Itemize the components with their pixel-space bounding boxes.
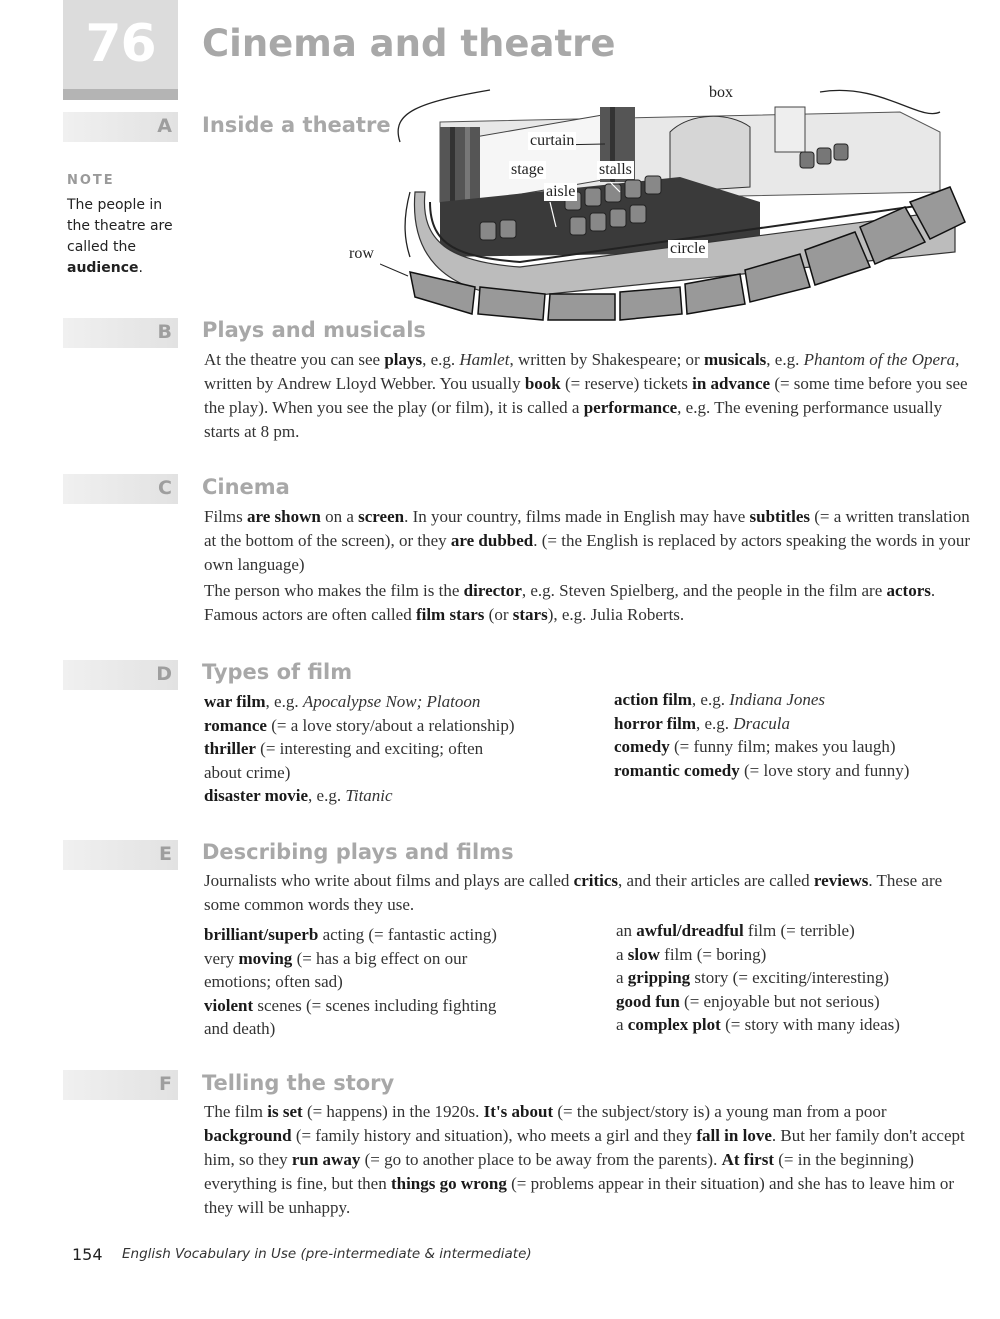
text-run: on a bbox=[320, 507, 359, 526]
film-types-right bbox=[614, 688, 909, 782]
example-title: Indiana Jones bbox=[729, 690, 826, 709]
list-item bbox=[616, 919, 900, 943]
text-run: The film bbox=[204, 1102, 268, 1121]
label-stalls: stalls bbox=[599, 161, 632, 178]
describing-words-left bbox=[204, 923, 497, 1041]
section-tab-c bbox=[63, 474, 178, 504]
text-run: (= some time before you see the play). When you see the play (or film), it is called a bbox=[204, 374, 968, 417]
row-leader bbox=[380, 264, 408, 276]
text-run: , e.g. bbox=[766, 350, 804, 369]
label-stage: stage bbox=[511, 161, 544, 178]
text-run: a bbox=[616, 944, 628, 964]
key-term: are shown bbox=[247, 507, 321, 526]
section-tab-b bbox=[63, 318, 178, 348]
text-run: (= go to another place to be away from the parents). bbox=[360, 1150, 722, 1169]
text-run: Films bbox=[204, 507, 247, 526]
definition: (= story with many ideas) bbox=[720, 1015, 900, 1034]
definition: about crime) bbox=[204, 762, 291, 782]
text-run: (= reserve) tickets bbox=[560, 374, 693, 393]
note-text bbox=[67, 195, 187, 279]
key-term: critics bbox=[573, 871, 619, 890]
key-term: run away bbox=[291, 1150, 361, 1169]
definition: story (= exciting/interesting) bbox=[690, 968, 890, 987]
text-run: (= the subject/story is) a young man from a poor bbox=[553, 1102, 887, 1121]
section-title-a: Inside a theatre bbox=[202, 113, 391, 137]
key-term: disaster movie bbox=[204, 786, 309, 805]
key-term: It's about bbox=[483, 1102, 554, 1121]
key-term: musicals bbox=[703, 350, 767, 369]
section-letter: E bbox=[159, 843, 172, 865]
list-item bbox=[616, 966, 900, 990]
definition: (= interesting and exciting; often bbox=[255, 739, 484, 758]
label-curtain: curtain bbox=[530, 132, 575, 149]
text-run: (= happens) in the 1920s. bbox=[302, 1102, 484, 1121]
definition: (= has a big effect on our bbox=[292, 948, 468, 968]
definition: (= funny film; makes you laugh) bbox=[669, 737, 896, 756]
note-text-part: . bbox=[138, 260, 143, 276]
section-tab-a bbox=[63, 112, 178, 142]
key-term: director bbox=[463, 581, 522, 600]
section-c-paragraph-1 bbox=[204, 505, 974, 577]
key-term: romantic comedy bbox=[614, 760, 740, 780]
definition: film (= boring) bbox=[659, 944, 767, 964]
list-item bbox=[614, 712, 909, 736]
section-letter: C bbox=[158, 477, 172, 499]
key-term: background bbox=[204, 1126, 292, 1145]
list-item bbox=[204, 1017, 497, 1041]
key-term: slow bbox=[627, 944, 660, 964]
example-title: Apocalypse Now; Platoon bbox=[302, 692, 481, 711]
definition: (= love story and funny) bbox=[739, 760, 910, 780]
note-bold-term: audience bbox=[67, 260, 139, 276]
key-term: gripping bbox=[627, 968, 691, 987]
example-title: Titanic bbox=[345, 786, 393, 805]
section-title-f: Telling the story bbox=[202, 1071, 395, 1095]
definition: (= a love story/about a relationship) bbox=[266, 715, 515, 735]
section-f-paragraph bbox=[204, 1100, 974, 1220]
page-number: 154 bbox=[72, 1245, 103, 1264]
key-term: subtitles bbox=[749, 507, 810, 526]
frame-curve-right bbox=[820, 90, 940, 113]
list-item bbox=[204, 784, 514, 808]
key-term: awful/dreadful bbox=[636, 921, 744, 940]
key-term: thriller bbox=[204, 739, 256, 758]
example-title: Hamlet bbox=[459, 350, 510, 369]
text-run: , written by Shakespeare; or bbox=[509, 350, 704, 369]
definition: , e.g. bbox=[308, 786, 346, 805]
section-title-b: Plays and musicals bbox=[202, 318, 426, 342]
text-run: (= problems appear in their situation) and she has to leave him or they will be unhappy. bbox=[204, 1174, 955, 1217]
text-run: and death) bbox=[204, 1019, 276, 1038]
text-run: At the theatre you can see bbox=[204, 350, 385, 369]
key-term: book bbox=[524, 374, 561, 393]
section-b-paragraph bbox=[204, 348, 974, 444]
text-run: . But her family don't accept him, so they bbox=[204, 1126, 965, 1169]
section-letter: D bbox=[156, 663, 172, 685]
theatre-drawing bbox=[380, 82, 980, 322]
film-types-left bbox=[204, 690, 514, 808]
key-term: are dubbed bbox=[450, 531, 534, 550]
key-term: comedy bbox=[614, 737, 670, 756]
example-title: Phantom of the Opera bbox=[803, 350, 956, 369]
key-term: fall in love bbox=[696, 1126, 772, 1145]
section-letter: B bbox=[157, 321, 172, 343]
key-term: stars bbox=[512, 605, 548, 624]
text-run: , written by Andrew Lloyd Webber. You usually bbox=[204, 350, 960, 393]
key-term: brilliant/superb bbox=[204, 925, 319, 944]
definition: , e.g. bbox=[696, 713, 734, 733]
list-item bbox=[614, 688, 909, 712]
section-title-c: Cinema bbox=[202, 475, 290, 499]
definition: , e.g. bbox=[265, 692, 303, 711]
list-item bbox=[204, 737, 514, 761]
note-label: NOTE bbox=[67, 173, 115, 188]
note-text-part: The people in the theatre are called the bbox=[67, 197, 173, 255]
list-item bbox=[616, 1013, 900, 1037]
key-term: complex plot bbox=[627, 1015, 721, 1034]
page-title: Cinema and theatre bbox=[202, 22, 616, 65]
label-aisle: aisle bbox=[546, 183, 576, 200]
key-term: horror film bbox=[614, 713, 696, 733]
text-run: Journalists who write about films and plays are called bbox=[204, 871, 574, 890]
definition: scenes (= scenes including fighting bbox=[253, 995, 497, 1015]
section-tab-f bbox=[63, 1070, 178, 1100]
text-run: , e.g. The evening performance usually starts at 8 pm. bbox=[204, 398, 943, 441]
list-item bbox=[616, 990, 900, 1014]
list-item bbox=[614, 759, 909, 783]
key-term: moving bbox=[238, 948, 293, 968]
key-term: performance bbox=[583, 398, 678, 417]
key-term: in advance bbox=[692, 374, 771, 393]
definition: acting (= fantastic acting) bbox=[318, 925, 497, 944]
key-term: war film bbox=[204, 692, 266, 711]
key-term: actors bbox=[886, 581, 931, 600]
text-run: . Famous actors are often called bbox=[204, 581, 936, 624]
list-item bbox=[204, 970, 497, 994]
key-term: film stars bbox=[415, 605, 485, 624]
list-item bbox=[204, 994, 497, 1018]
key-term: things go wrong bbox=[390, 1174, 507, 1193]
describing-words-right bbox=[616, 919, 900, 1037]
label-row: row bbox=[349, 245, 374, 262]
key-term: At first bbox=[721, 1150, 774, 1169]
section-letter: A bbox=[157, 115, 172, 137]
text-run: , e.g. bbox=[422, 350, 460, 369]
text-run: , and their articles are called bbox=[618, 871, 814, 890]
text-run: . In your country, films made in English may have bbox=[404, 507, 750, 526]
text-run: an bbox=[616, 921, 637, 940]
text-run: very bbox=[204, 948, 239, 968]
text-run: . (= the English is replaced by actors speaking the words in your own language) bbox=[204, 531, 971, 574]
text-run: The person who makes the film is the bbox=[204, 581, 464, 600]
label-box: box bbox=[709, 84, 733, 101]
unit-number-block bbox=[63, 0, 178, 100]
key-term: reviews bbox=[813, 871, 869, 890]
definition: , e.g. bbox=[691, 690, 730, 709]
label-circle: circle bbox=[670, 240, 706, 257]
section-title-d: Types of film bbox=[202, 660, 353, 684]
box-door bbox=[775, 107, 805, 152]
section-tab-d bbox=[63, 660, 178, 690]
section-letter: F bbox=[159, 1073, 172, 1095]
text-run: ), e.g. Julia Roberts. bbox=[547, 605, 685, 624]
list-item bbox=[616, 943, 900, 967]
unit-block-bar bbox=[63, 89, 178, 100]
unit-number: 76 bbox=[85, 14, 156, 74]
list-item bbox=[204, 761, 514, 785]
section-c-paragraph-2 bbox=[204, 579, 974, 627]
example-title: Dracula bbox=[733, 713, 790, 733]
list-item bbox=[204, 947, 497, 971]
book-title: English Vocabulary in Use (pre-intermediate & intermediate) bbox=[122, 1246, 532, 1262]
key-term: action film bbox=[614, 690, 692, 709]
list-item bbox=[204, 714, 514, 738]
section-title-e: Describing plays and films bbox=[202, 840, 514, 864]
key-term: good fun bbox=[616, 991, 680, 1011]
text-run: (= a written translation at the bottom of the screen), or they bbox=[204, 507, 970, 550]
key-term: is set bbox=[267, 1102, 303, 1121]
section-e-intro bbox=[204, 869, 974, 917]
theatre-illustration bbox=[380, 82, 980, 322]
list-item bbox=[204, 690, 514, 714]
text-run: (= family history and situation), who meets a girl and they bbox=[291, 1126, 697, 1145]
section-tab-e bbox=[63, 840, 178, 870]
key-term: romance bbox=[204, 715, 267, 735]
key-term: plays bbox=[384, 350, 423, 369]
text-run: . These are some common words they use. bbox=[204, 871, 943, 914]
text-run: (or bbox=[484, 605, 513, 624]
text-run: a bbox=[616, 1015, 628, 1034]
definition: (= enjoyable but not serious) bbox=[679, 991, 880, 1011]
text-run: , e.g. Steven Spielberg, and the people in the film are bbox=[521, 581, 887, 600]
key-term: violent bbox=[204, 995, 254, 1015]
key-term: screen bbox=[358, 507, 405, 526]
definition: film (= terrible) bbox=[743, 921, 855, 940]
list-item bbox=[204, 923, 497, 947]
text-run: emotions; often sad) bbox=[204, 972, 343, 991]
text-run: (= in the beginning) everything is fine, but then bbox=[204, 1150, 914, 1193]
frame-curve-side bbox=[405, 192, 410, 257]
list-item bbox=[614, 735, 909, 759]
text-run: a bbox=[616, 968, 628, 987]
